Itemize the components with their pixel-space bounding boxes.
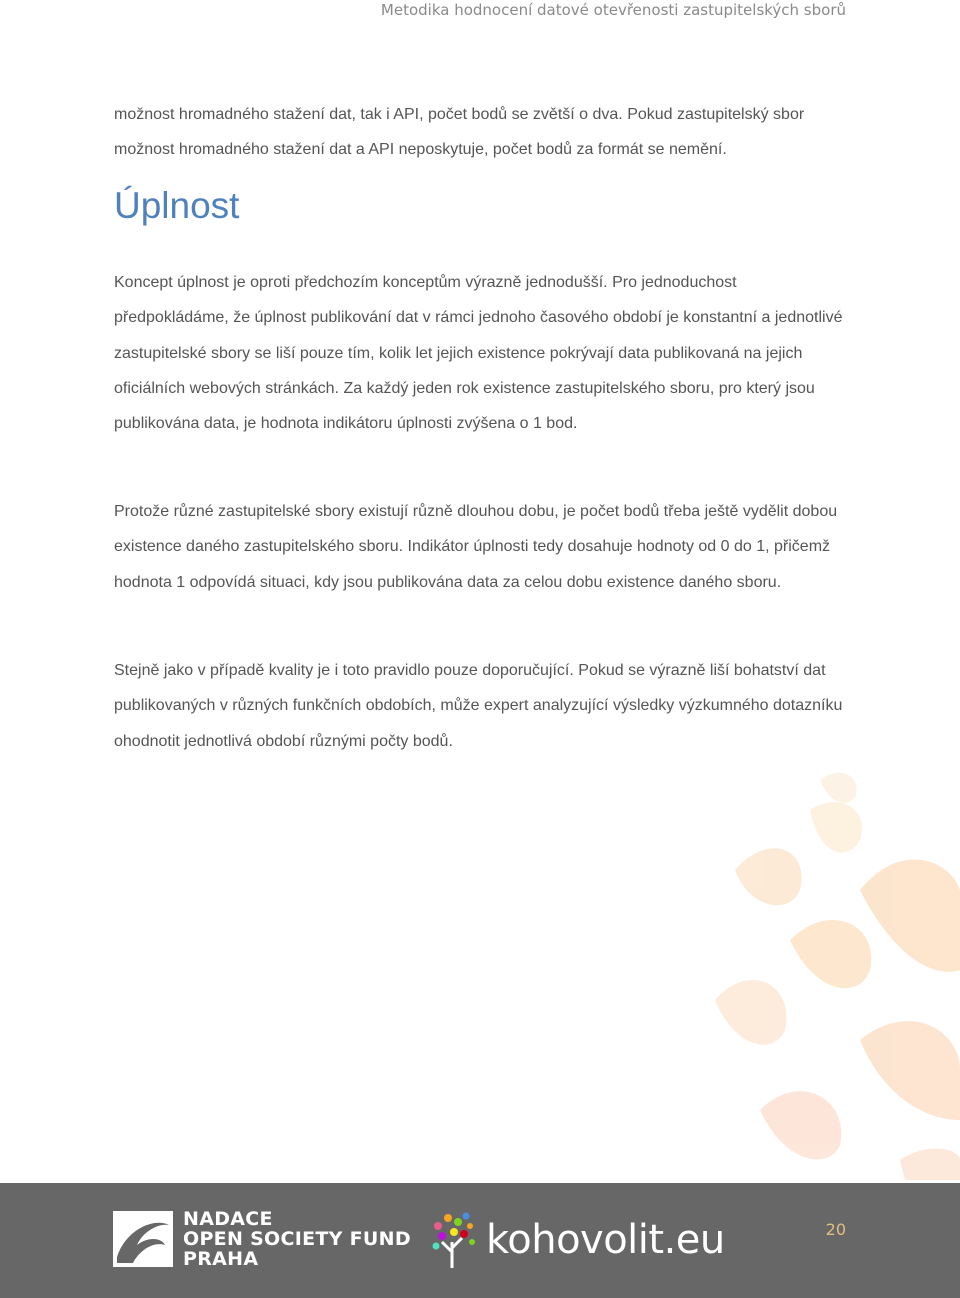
osf-line-3: PRAHA [183,1248,259,1270]
osf-line-1: NADACE [183,1208,273,1230]
paragraph-2: Protože různé zastupitelské sbory existují různě dlouhou dobu, je počet bodů třeba ještě vydělit dobou existence daného zastupitelského sboru. Indikátor úplnosti tedy dosahuje hodnoty od 0 do 1, přičemž hodnota 1 odpovídá situaci, kdy jsou publikována data za celou dobu existence daného sboru. [114,503,838,591]
footer-bar [0,1183,960,1298]
intro-paragraph: možnost hromadného stažení dat, tak i API, počet bodů se zvětší o dva. Pokud zastupitelský sbor možnost hromadného stažení dat a API neposkytuje, počet bodů za formát se nemění. [114,106,805,159]
osf-swirl-icon [113,1211,173,1267]
kohovolit-wordmark: kohovolit.eu [486,1217,725,1263]
running-header: Metodika hodnocení datové otevřenosti zastupitelských sborů [380,1,846,19]
section-heading: Úplnost [114,185,240,226]
leaf-decoration-icon [560,740,960,1180]
page-number: 20 [825,1220,846,1239]
osf-line-2: OPEN SOCIETY FUND [183,1228,411,1250]
paragraph-1: Koncept úplnost je oproti předchozím konceptům výrazně jednodušší. Pro jednoduchost předpokládáme, že úplnost publikování dat v rámci jednoho časového období je konstantní a jednotlivé zastupitelské sbory se liší pouze tím, kolik let jejich existence pokrývají data publikovaná na jejich oficiálních webových stránkách. Za každý jeden rok existence zastupitelského sboru, pro který jsou publikována data, je hodnota indikátoru úplnosti zvýšena o 1 bod. [114,274,843,433]
kohovolit-tree-icon [428,1208,478,1270]
paragraph-3: Stejně jako v případě kvality je i toto pravidlo pouze doporučující. Pokud se výrazně liší bohatství dat publikovaných v různých funkčních obdobích, může expert analyzující výsledky výzkumného dotazníku ohodnotit jednotlivá období různými počty bodů. [114,662,843,750]
kohovolit-logo [428,1208,725,1270]
